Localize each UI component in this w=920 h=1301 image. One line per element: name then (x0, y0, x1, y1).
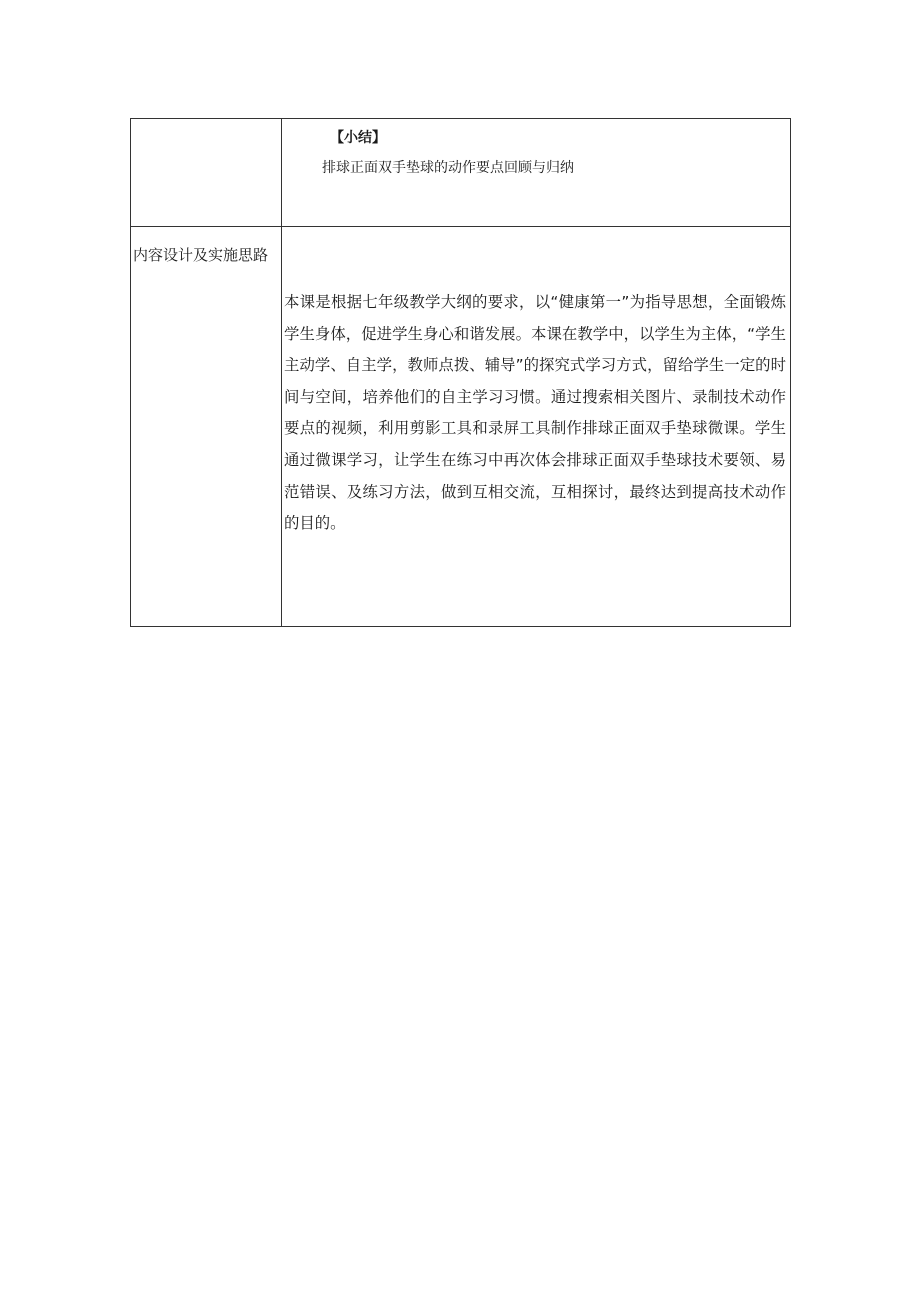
summary-content-cell (282, 119, 791, 227)
lesson-plan-table (130, 118, 791, 627)
summary-text: 排球正面双手垫球的动作要点回顾与归纳 (322, 160, 574, 176)
summary-heading: 【小结】 (330, 130, 386, 146)
design-label-cell (131, 227, 282, 627)
design-row (131, 227, 791, 627)
summary-row (131, 119, 791, 227)
summary-left-cell (131, 119, 282, 227)
design-label: 内容设计及实施思路 (133, 246, 269, 264)
design-paragraph: 本课是根据七年级教学大纲的要求，以“健康第一”为指导思想，全面锻炼学生身体，促进学生身心和谐发展。本课在教学中，以学生为主体，“学生主动学、自主学，教师点拨、辅导”的探究式学习方式，留给学生一定的时间与空间，培养他们的自主学习习惯。通过搜索相关图片、录制技术动作要点的视频，利用剪影工具和录屏工具制作排球正面双手垫球微课。学生通过微课学习，让学生在练习中再次体会排球正面双手垫球技术要领、易范错误、及练习方法，做到互相交流，互相探讨，最终达到提高技术动作的目的。 (284, 293, 786, 533)
design-content-cell (282, 227, 791, 627)
